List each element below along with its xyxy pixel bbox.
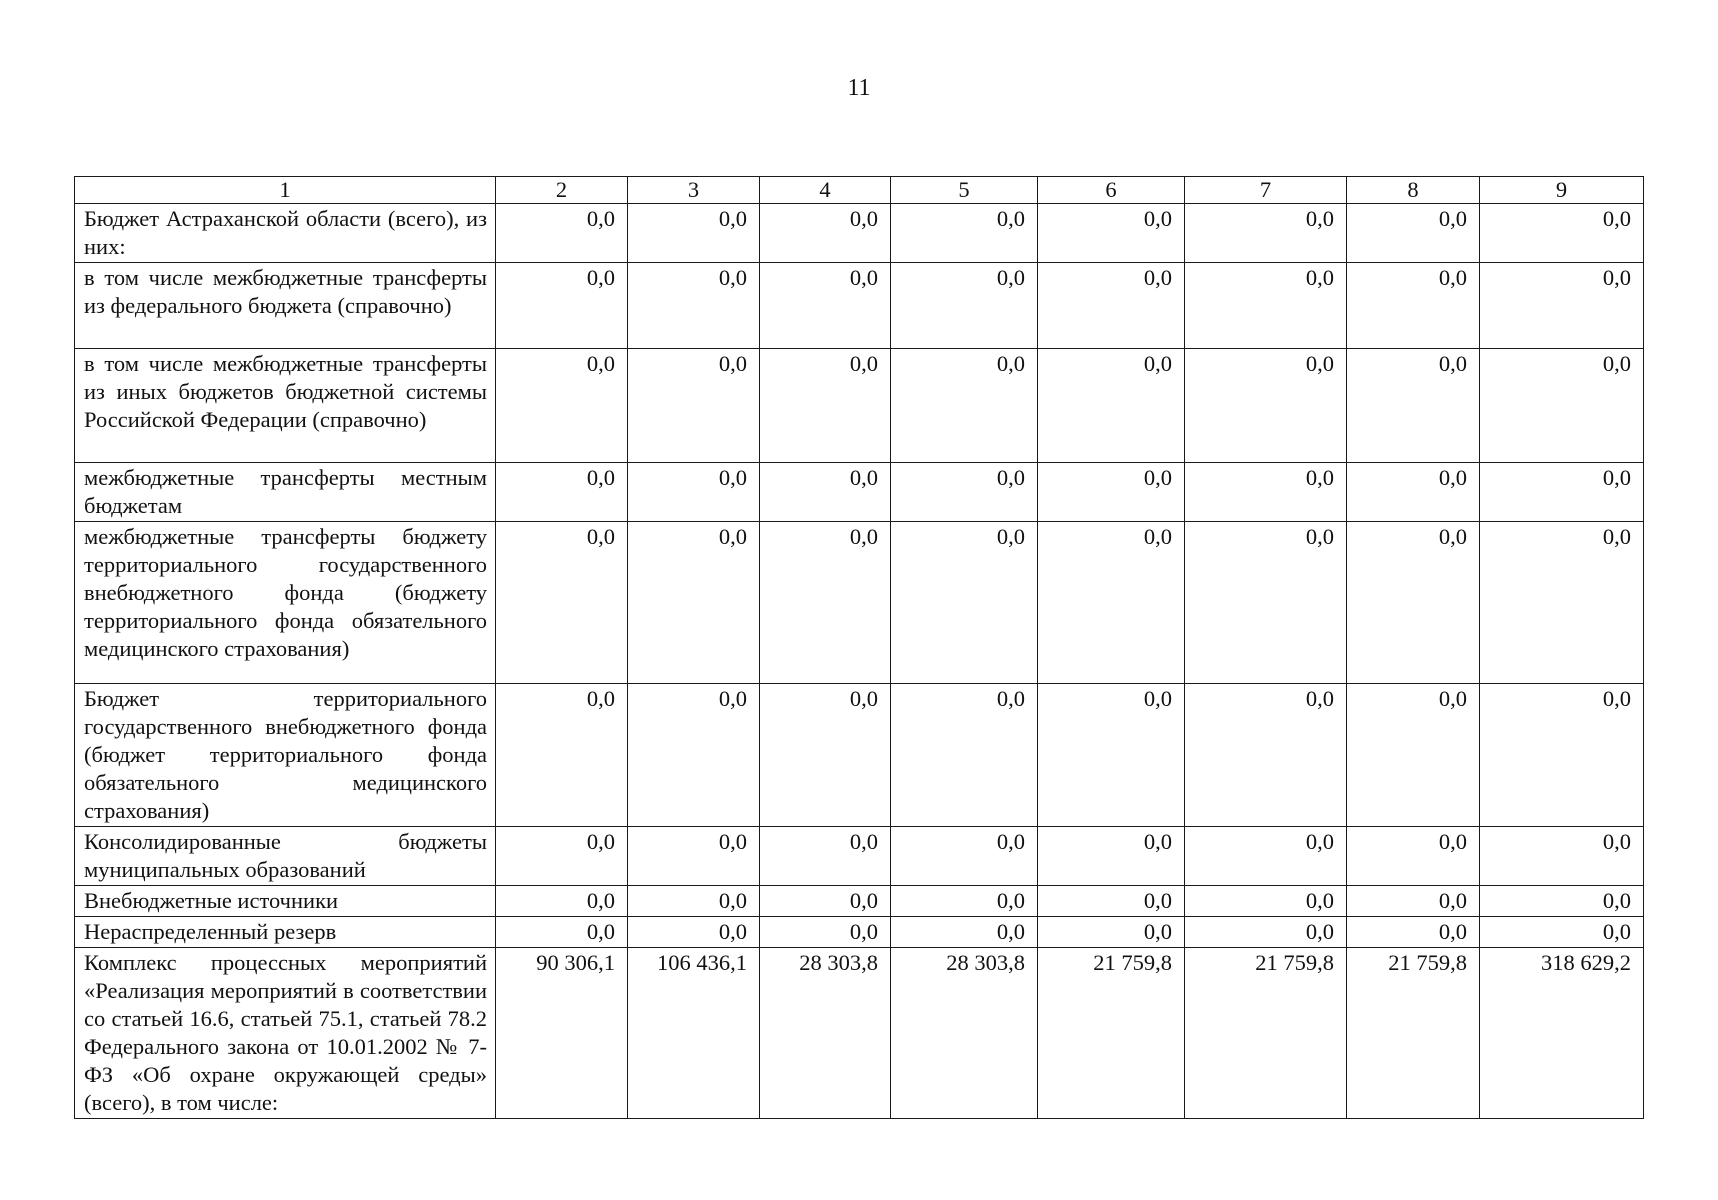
value-cell: 0,0 [891,522,1038,684]
value-cell: 0,0 [628,684,760,827]
value-cell: 0,0 [1347,917,1480,948]
value-cell: 0,0 [628,349,760,463]
value-cell: 0,0 [1185,886,1347,917]
row-label: Нераспределенный резерв [75,917,496,948]
table-row [75,263,1644,349]
value-cell: 0,0 [760,917,891,948]
value-cell: 28 303,8 [891,948,1038,1119]
row-label: Внебюджетные источники [75,886,496,917]
table-row [75,522,1644,684]
value-cell: 0,0 [628,917,760,948]
column-number-2: 2 [496,177,628,204]
value-cell: 21 759,8 [1185,948,1347,1119]
value-cell: 0,0 [1185,827,1347,886]
value-cell: 21 759,8 [1347,948,1480,1119]
table-row [75,463,1644,522]
value-cell: 0,0 [1347,684,1480,827]
value-cell: 0,0 [1480,463,1644,522]
value-cell: 0,0 [1347,204,1480,263]
table-row [75,827,1644,886]
value-cell: 0,0 [891,827,1038,886]
value-cell: 0,0 [1038,684,1185,827]
value-cell: 106 436,1 [628,948,760,1119]
value-cell: 0,0 [1480,263,1644,349]
value-cell: 0,0 [628,827,760,886]
value-cell: 0,0 [628,463,760,522]
table-row [75,204,1644,263]
value-cell: 21 759,8 [1038,948,1185,1119]
value-cell: 0,0 [891,886,1038,917]
value-cell: 0,0 [1480,204,1644,263]
column-number-9: 9 [1480,177,1644,204]
value-cell: 0,0 [1038,886,1185,917]
value-cell: 0,0 [1185,349,1347,463]
row-label: Консолидированные бюджеты муниципальных образований [75,827,496,886]
value-cell: 0,0 [891,204,1038,263]
value-cell: 0,0 [496,917,628,948]
column-number-1: 1 [75,177,496,204]
value-cell: 0,0 [1038,827,1185,886]
value-cell: 0,0 [1185,204,1347,263]
value-cell: 0,0 [1185,917,1347,948]
value-cell: 0,0 [1185,684,1347,827]
row-label: в том числе межбюджетные трансферты из иных бюджетов бюджетной системы Российской Федерации (справочно) [75,349,496,463]
table-row [75,948,1644,1119]
value-cell: 0,0 [1347,263,1480,349]
value-cell: 0,0 [1185,263,1347,349]
page-number: 11 [847,75,871,101]
value-cell: 0,0 [760,886,891,917]
value-cell: 0,0 [496,684,628,827]
value-cell: 0,0 [1480,886,1644,917]
value-cell: 0,0 [891,263,1038,349]
value-cell: 0,0 [1480,827,1644,886]
row-label: Бюджет Астраханской области (всего), из них: [75,204,496,263]
row-label: межбюджетные трансферты местным бюджетам [75,463,496,522]
value-cell: 0,0 [1038,349,1185,463]
value-cell: 28 303,8 [760,948,891,1119]
table-row [75,349,1644,463]
value-cell: 0,0 [891,463,1038,522]
table-row [75,684,1644,827]
table-row [75,886,1644,917]
value-cell: 0,0 [1038,522,1185,684]
row-label: в том числе межбюджетные трансферты из федерального бюджета (справочно) [75,263,496,349]
column-number-row [75,177,1644,204]
value-cell: 0,0 [496,886,628,917]
row-label: Комплекс процессных мероприятий «Реализация мероприятий в соответствии со статьей 16.6, статьей 75.1, статьей 78.2 Федерального закона от 10.01.2002 № 7-ФЗ «Об охране окружающей среды» (всего), в том числе: [75,948,496,1119]
value-cell: 0,0 [1480,684,1644,827]
column-number-8: 8 [1347,177,1480,204]
column-number-3: 3 [628,177,760,204]
value-cell: 0,0 [1185,522,1347,684]
value-cell: 0,0 [1347,886,1480,917]
value-cell: 0,0 [1347,463,1480,522]
value-cell: 0,0 [760,827,891,886]
value-cell: 0,0 [496,522,628,684]
value-cell: 0,0 [496,827,628,886]
value-cell: 0,0 [496,349,628,463]
column-number-5: 5 [891,177,1038,204]
column-number-4: 4 [760,177,891,204]
value-cell: 0,0 [1038,263,1185,349]
value-cell: 0,0 [1480,917,1644,948]
value-cell: 0,0 [1480,349,1644,463]
value-cell: 90 306,1 [496,948,628,1119]
row-label: Бюджет территориального государственного внебюджетного фонда (бюджет территориального фонда обязательного медицинского страхования) [75,684,496,827]
value-cell: 0,0 [1347,522,1480,684]
value-cell: 0,0 [628,263,760,349]
value-cell: 0,0 [496,204,628,263]
value-cell: 0,0 [760,204,891,263]
column-number-7: 7 [1185,177,1347,204]
value-cell: 0,0 [496,463,628,522]
value-cell: 0,0 [1347,827,1480,886]
value-cell: 0,0 [891,917,1038,948]
column-number-6: 6 [1038,177,1185,204]
value-cell: 0,0 [760,522,891,684]
value-cell: 0,0 [760,263,891,349]
row-label: межбюджетные трансферты бюджету территориального государственного внебюджетного фонда (бюджету территориального фонда обязательного медицинского страхования) [75,522,496,684]
table-row [75,917,1644,948]
value-cell: 0,0 [496,263,628,349]
value-cell: 0,0 [1185,463,1347,522]
budget-table [74,176,1644,1119]
value-cell: 0,0 [1347,349,1480,463]
value-cell: 0,0 [628,522,760,684]
value-cell: 0,0 [1038,204,1185,263]
value-cell: 0,0 [760,684,891,827]
value-cell: 0,0 [760,463,891,522]
value-cell: 0,0 [628,204,760,263]
value-cell: 0,0 [1480,522,1644,684]
value-cell: 0,0 [1038,463,1185,522]
value-cell: 0,0 [1038,917,1185,948]
value-cell: 0,0 [760,349,891,463]
value-cell: 0,0 [628,886,760,917]
value-cell: 0,0 [891,349,1038,463]
value-cell: 318 629,2 [1480,948,1644,1119]
value-cell: 0,0 [891,684,1038,827]
